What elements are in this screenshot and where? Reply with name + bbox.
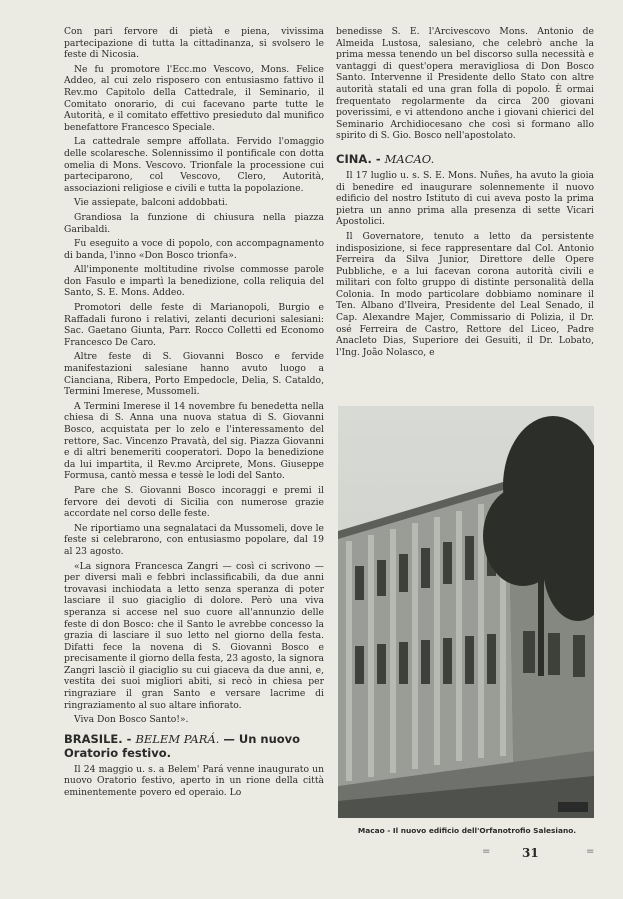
paragraph: Vie assiepate, balconi addobbati. — [74, 197, 228, 209]
heading-city: MACAO. — [384, 151, 435, 166]
heading-title: — Un nuovo Oratorio festivo. — [64, 731, 301, 760]
paragraph: All'imponente moltitudine rivolse commosse parole don Fasulo e impartì la benedizione, colla reliquia del Santo, S. E. Mons. Addeo. — [64, 264, 324, 299]
section-heading-cina — [336, 152, 594, 166]
paragraph: Grandiosa la funzione di chiusura nella piazza Garibaldi. — [64, 211, 324, 235]
paragraph: Pare che S. Giovanni Bosco incoraggi e premi il fervore dei devoti di Sicilia con numerose grazie accordate nel corso delle feste. — [64, 484, 324, 520]
paragraph: La cattedrale sempre affollata. Fervido l'omaggio delle scolaresche. Solennissimo il pontificale con dotta omelia di Mons. Vescovo. Trionfale la processione cui parteciparono, col Vescovo, Clero, Autorità, associazioni religiose e civili e tutta la popolazione. — [64, 136, 324, 194]
paragraph: Fu eseguito a voce di popolo, con accompagnamento di banda, l'inno «Don Bosco trionfa». — [64, 238, 324, 261]
paragraph: Il 24 maggio u. s. a Belem' Pará venne inaugurato un nuovo Oratorio festivo, aperto in un rione della città eminentemente povero ed operaio. Lo — [64, 763, 324, 799]
paragraph: Ne riportiamo una segnalataci da Mussomeli, dove le feste si celebrarono, con entusiasmo popolare, dal 19 al 23 agosto. — [64, 522, 324, 557]
paragraph: Ne fu promotore l'Ecc.mo Vescovo, Mons. Felice Addeo, al cui zelo risposero con entusiasmo fattivo il Rev.mo Capitolo della Cattedrale, il Seminario, il Comitato onorario, di cui facevano parte tutte le Autorità, e il comitato effettivo presieduto dal munifico benefattore Francesco Speciale. — [64, 63, 324, 133]
paragraph: Il 17 luglio u. s. S. E. Mons. Nuñes, ha avuto la gioia di benedire ed inaugurare solennemente il nuovo edificio del nostro Istituto di cui aveva posto la prima pietra un anno prima alla presenza di sette Vicari Apostolici. — [336, 169, 594, 228]
page-mark: = — [482, 846, 491, 857]
paragraph: Viva Don Bosco Santo!». — [74, 714, 189, 726]
building-illustration — [338, 406, 594, 818]
photo-caption: Macao - Il nuovo edificio dell'Orfanotrofio Salesiano. — [357, 826, 577, 835]
left-column — [64, 26, 324, 802]
building-photo — [338, 406, 594, 818]
paragraph: benedisse S. E. l'Arcivescovo Mons. Antonio de Almeida Lustosa, salesiano, che celebrò anche la prima messa tenendo un bel discorso sulla necessità e vantaggi di quest'opera meravigliosa di Don Bosco Santo. Intervenne il Presidente dello Stato con altre autorità statali ed una gran folla di popolo. È ormai frequentato regolarmente da circa 200 giovani poverissimi, e vi attendono anche i giovani chierici del Seminario Archidiocesano che così si formano allo spirito di S. Gio. Bosco nell'apostolato. — [336, 26, 594, 142]
heading-city: BELEM PARÁ. — [135, 731, 220, 746]
paragraph: A Termini Imerese il 14 novembre fu benedetta nella chiesa di S. Anna una nuova statua di S. Giovanni Bosco, acquistata per lo zelo e l'interessamento del rettore, Sac. Vincenzo Pravatà, del sig. Piazza Giovanni e di altri benemeriti cooperatori. Dopo la benedizione da lui impartita, il Rev.mo Arciprete, Mons. Giuseppe Formusa, cantò messa e tessè le lodi del Santo. — [64, 400, 324, 482]
page-number: 31 — [522, 846, 539, 860]
paragraph: Con pari fervore di pietà e piena, vivissima partecipazione di tutta la cittadinanza, si svolsero le feste di Nicosia. — [64, 26, 324, 61]
paragraph: «La signora Francesca Zangri — così ci scrivono — per diversi mali e febbri inclassificabili, da due anni trovavasi inchiodata a letto senza speranza di poter lasciare il suo giaciglio di dolore. Però una viva speranza si accese nel suo cuore all'annunzio delle feste di don Bosco: che il Santo le avrebbe concesso la grazia di lasciare il suo letto nel giorno della festa. Difatti fece la novena di S. Giovanni Bosco e precisamente il giorno della festa, 23 agosto, la signora Zangri lasciò il giaciglio su cui giaceva da due anni, e, vestita dei suoi migliori abiti, si recò in chiesa per ringraziare il gran Santo e versare lacrime di ringraziamento al suo altare infiorato. — [64, 560, 324, 711]
page-mark: = — [586, 846, 595, 857]
heading-country: CINA. - — [336, 151, 381, 166]
right-column — [336, 26, 594, 361]
paragraph: Altre feste di S. Giovanni Bosco e fervide manifestazioni salesiane hanno avuto luogo a Cianciana, Ribera, Porto Empedocle, Delia, S. Cataldo, Termini Imerese, Mussomeli. — [64, 351, 324, 398]
paragraph: Promotori delle feste di Marianopoli, Burgio e Raffadali furono i relativi, zelanti decurioni salesiani: Sac. Gaetano Giunta, Parr. Rocco Colletti ed Economo Francesco De Caro. — [64, 302, 324, 348]
section-heading-brasile — [64, 732, 324, 760]
paragraph: Il Governatore, tenuto a letto da persistente indisposizione, si fece rappresentare dal Col. Antonio Ferreira da Silva Junior, Direttore delle Opere Pubbliche, e a lui facevan corona autorità civili e militari con folto gruppo di distinte personalità della Colonia. In modo particolare dobbiamo nominare il Ten. Albano d'Ilveira, Presidente del Leal Senado, il Cap. Alexandre Majer, Commissario di Polizia, il Dr. osé Ferreira de Castro, Rettore del Liceo, Padre Anacleto Dias, Superiore dei Gesuiti, il Dr. Lobato, l'Ing. João Nolasco, e — [336, 230, 594, 358]
heading-country: BRASILE. - — [64, 731, 132, 746]
